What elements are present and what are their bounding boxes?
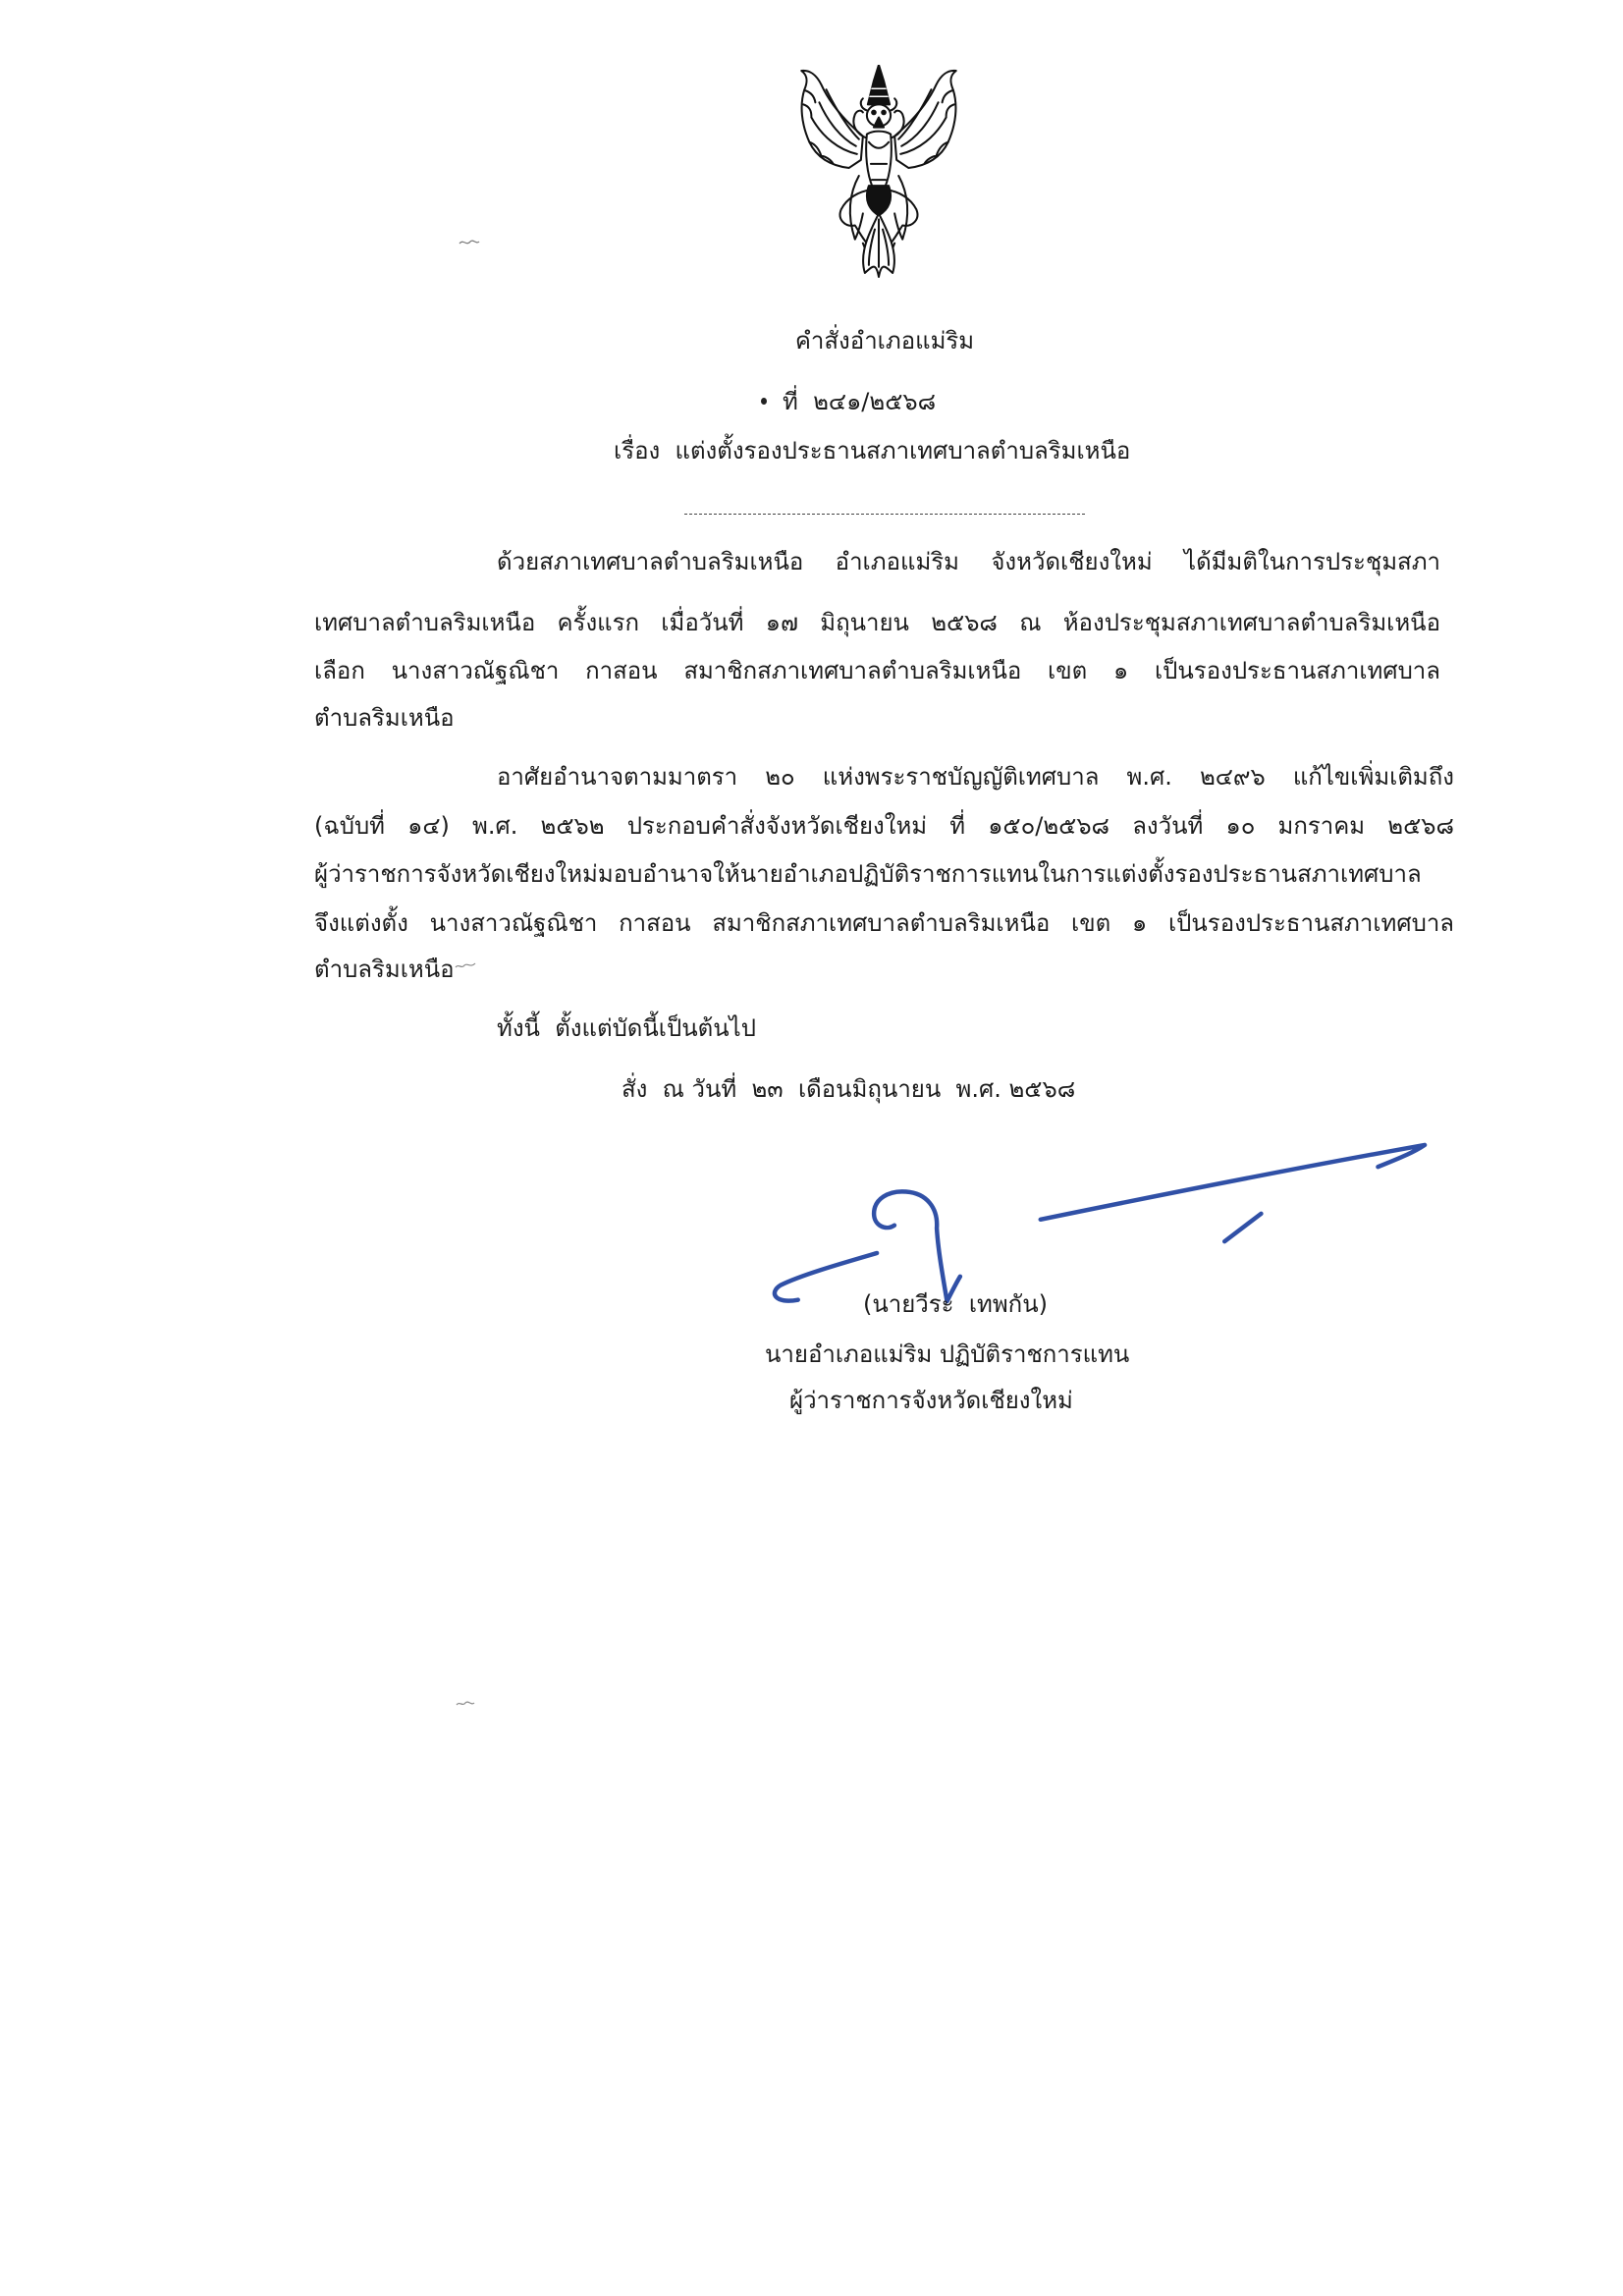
effective-clause: ทั้งนี้ ตั้งแต่บัดนี้เป็นต้นไป xyxy=(497,1014,756,1042)
paragraph-1-line-4: ตำบลริมเหนือ xyxy=(314,704,455,732)
paragraph-2-line-2: (ฉบับที่ ๑๔) พ.ศ. ๒๕๖๒ ประกอบคำสั่งจังหวัดเชียงใหม่ ที่ ๑๕๐/๒๕๖๘ ลงวันที่ ๑๐ มกราคม ๒๕๖๘ xyxy=(314,812,1454,840)
paragraph-1-line-1: ด้วยสภาเทศบาลตำบลริมเหนือ อำเภอแม่ริม จังหวัดเชียงใหม่ ได้มีมติในการประชุมสภา xyxy=(497,548,1440,575)
dot-mark xyxy=(761,398,767,405)
stray-mark xyxy=(454,958,477,972)
paragraph-1-line-3: เลือก นางสาวณัฐณิชา กาสอน สมาชิกสภาเทศบาลตำบลริมเหนือ เขต ๑ เป็นรองประธานสภาเทศบาล xyxy=(314,657,1440,684)
paragraph-1-line-2: เทศบาลตำบลริมเหนือ ครั้งแรก เมื่อวันที่ ๑๗ มิถุนายน ๒๕๖๘ ณ ห้องประชุมสภาเทศบาลตำบลริมเหนือ xyxy=(314,609,1440,636)
signatory-on-behalf-of: ผู้ว่าราชการจังหวัดเชียงใหม่ xyxy=(789,1387,1073,1414)
order-subject: เรื่อง แต่งตั้งรองประธานสภาเทศบาลตำบลริมเหนือ xyxy=(614,437,1131,465)
paragraph-2-line-3: ผู้ว่าราชการจังหวัดเชียงใหม่มอบอำนาจให้นายอำเภอปฏิบัติราชการแทนในการแต่งตั้งรองประธานสภาเทศบาล xyxy=(314,860,1422,888)
issued-date: สั่ง ณ วันที่ ๒๓ เดือนมิถุนายน พ.ศ. ๒๕๖๘ xyxy=(622,1075,1076,1103)
paragraph-2-line-4: จึงแต่งตั้ง นางสาวณัฐณิชา กาสอน สมาชิกสภาเทศบาลตำบลริมเหนือ เขต ๑ เป็นรองประธานสภาเทศบาล xyxy=(314,909,1454,937)
signatory-position: นายอำเภอแม่ริม ปฏิบัติราชการแทน xyxy=(765,1340,1130,1368)
handwritten-signature xyxy=(760,1133,1439,1316)
dashed-separator xyxy=(684,514,1085,515)
paragraph-2-line-5: ตำบลริมเหนือ xyxy=(314,956,455,983)
paragraph-2-line-1: อาศัยอำนาจตามมาตรา ๒๐ แห่งพระราชบัญญัติเทศบาล พ.ศ. ๒๔๙๖ แก้ไขเพิ่มเติมถึง xyxy=(497,763,1454,791)
stray-mark xyxy=(454,1697,477,1711)
garuda-emblem-icon xyxy=(789,65,968,279)
order-title: คำสั่งอำเภอแม่ริม xyxy=(794,327,975,355)
order-number: ที่ ๒๔๑/๒๕๖๘ xyxy=(783,388,937,415)
signatory-name: (นายวีระ เทพกัน) xyxy=(863,1290,1048,1318)
stray-mark xyxy=(458,236,481,249)
